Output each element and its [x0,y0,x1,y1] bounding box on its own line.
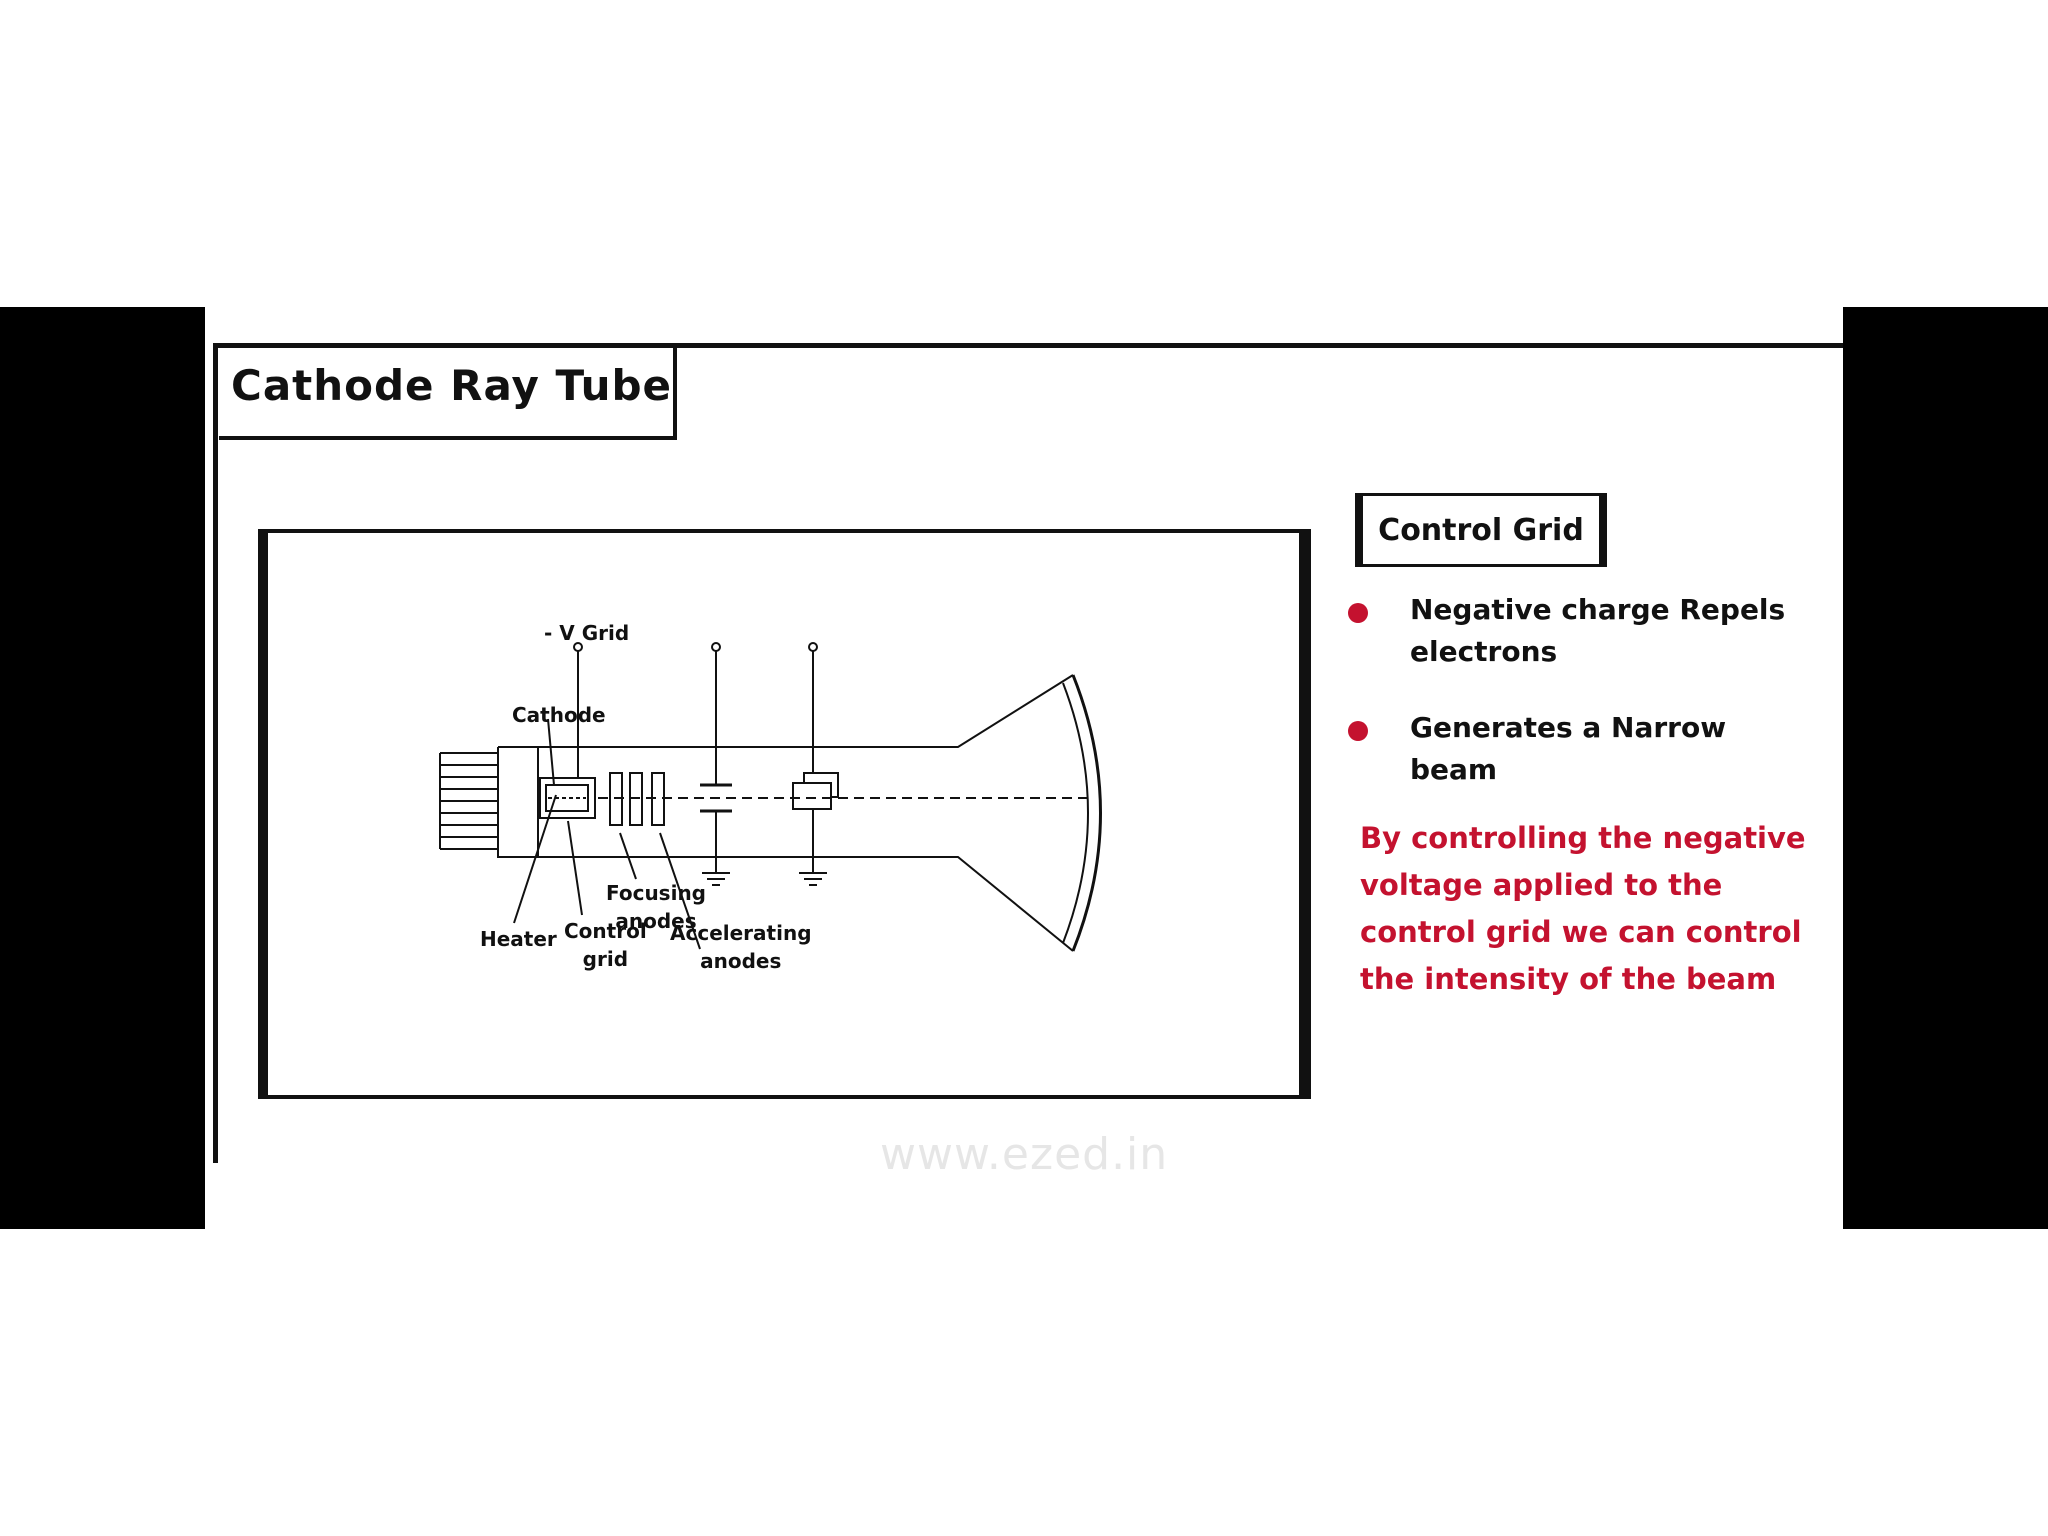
control-grid-label-line2: grid [582,947,629,971]
slide-border-left [213,343,218,1163]
accelerating-anodes-label-line2: anodes [700,949,782,973]
crt-diagram [268,533,1299,1095]
explanation-note: By controlling the negative voltage applied to the control grid we can control the intensity of the beam [1360,821,1806,996]
v-grid-label: - V Grid [544,621,630,645]
heater-label: Heater [480,927,557,951]
tube-screen [1073,675,1101,951]
bullet-dot-icon [1348,603,1368,623]
bullet-text: Generates a Narrow beam [1410,711,1727,786]
bullet-dot-icon [1348,721,1368,741]
control-grid-heading [1355,493,1607,567]
list-item [1348,707,1818,791]
watermark: www.ezed.in [880,1129,1169,1180]
bullet-text: Negative charge Repels electrons [1410,593,1786,668]
focusing-anodes-label-line1: Focusing [606,881,706,905]
accelerating-anodes-label-line1: Accelerating [670,921,812,945]
control-grid-label-line1: Control [564,919,647,943]
list-item [1348,589,1818,673]
slide [205,307,1843,1229]
base-pins [440,753,498,849]
accelerating-anodes-label [670,919,812,975]
focusing-anodes-label-line2: anodes [615,909,697,933]
crt-diagram-frame [258,529,1311,1099]
slide-title: Cathode Ray Tube [231,361,673,410]
cathode-label: Cathode [512,703,606,727]
control-grid-heading-text: Control Grid [1378,512,1584,548]
bullet-list [1348,589,1818,825]
